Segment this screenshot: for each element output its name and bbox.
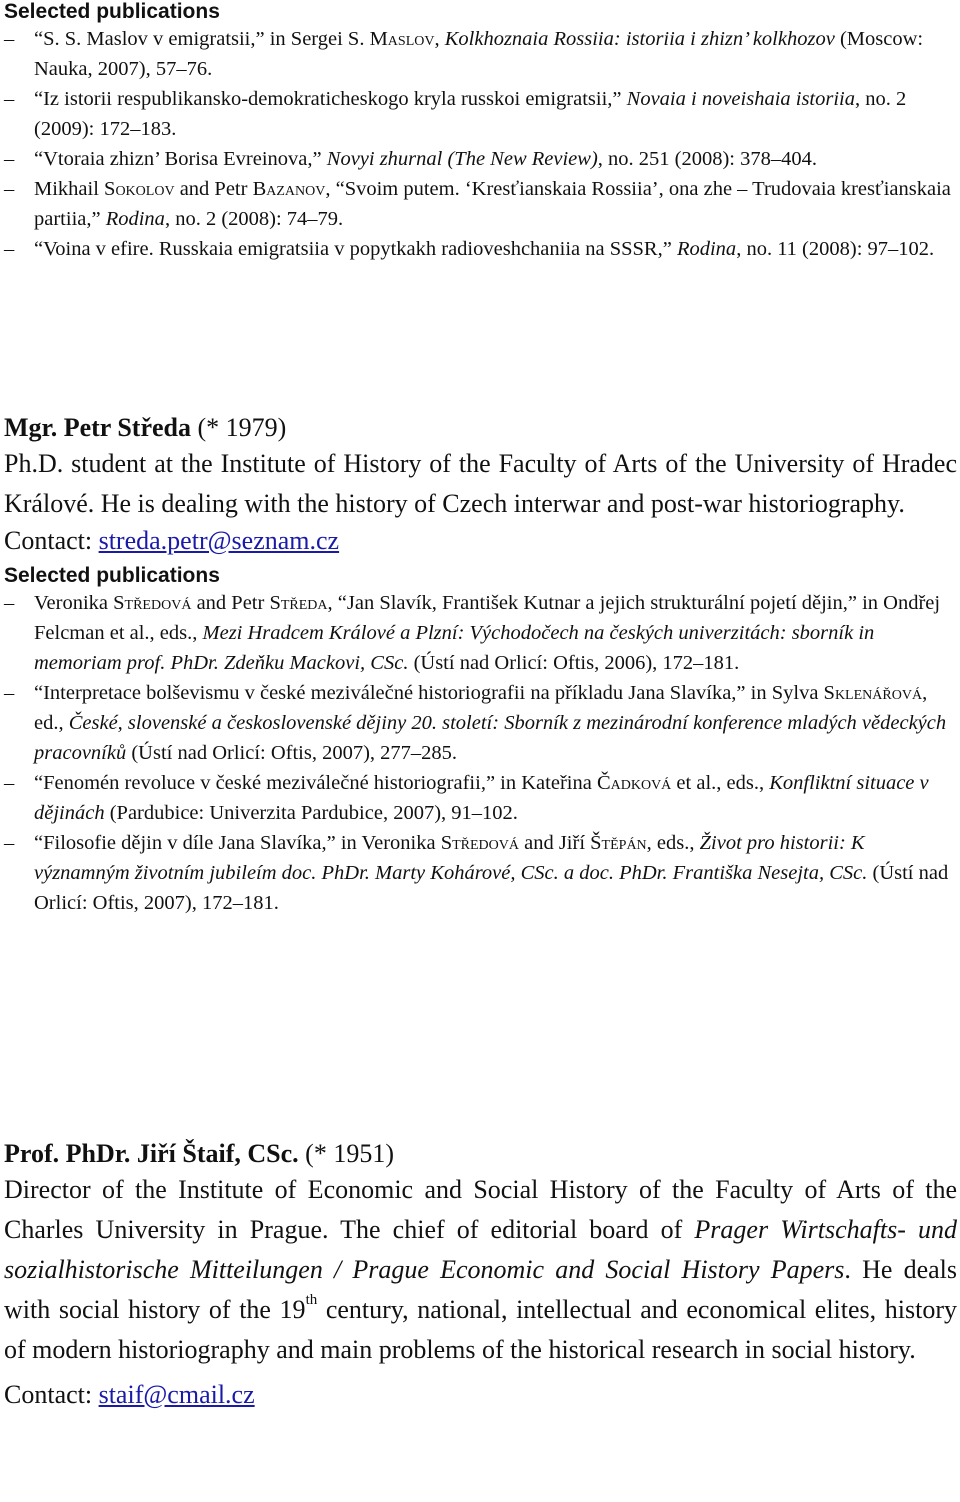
birth-year: (* 1951) bbox=[298, 1139, 394, 1168]
citation-text: “Filosofie dějin v díle Jana Slavíka,” in Veronika bbox=[34, 832, 441, 854]
person-bio bbox=[4, 1170, 957, 1370]
publication-item bbox=[4, 678, 957, 768]
author-surname: Sklenářová bbox=[823, 682, 923, 704]
citation-text: , no. 251 (2008): 378–404. bbox=[597, 148, 818, 170]
author-surname: Maslov bbox=[369, 28, 435, 50]
publication-item bbox=[4, 828, 957, 918]
citation-text: , bbox=[434, 28, 445, 50]
citation-text: and Petr bbox=[174, 178, 253, 200]
author-surname: Středa bbox=[269, 592, 328, 614]
citation-text: “Voina v efire. Russkaia emigratsiia v popytkakh radioveshchaniia na SSSR,” bbox=[34, 238, 677, 260]
publication-item bbox=[4, 768, 957, 828]
publication-list bbox=[4, 24, 957, 264]
list-dash: – bbox=[4, 682, 15, 704]
publication-title: Novyi zhurnal (The New Review) bbox=[326, 148, 598, 170]
list-dash: – bbox=[4, 238, 15, 260]
citation-text: , no. 2 (2009): 172–183. bbox=[34, 88, 907, 140]
publication-title: České, slovenské a československé dějiny 20. století: Sborník z mezinárodní konference mladých vědeckých pracovníků bbox=[34, 712, 947, 764]
publication-title: Mezi Hradcem Králové a Plzní: Východočech na českých univerzitách: sborník in memoriam prof. PhDr. Zdeňku Mackovi, CSc. bbox=[34, 622, 875, 674]
author-surname: Středová bbox=[113, 592, 192, 614]
publications-heading: Selected publications bbox=[4, 564, 220, 587]
person-heading bbox=[4, 1138, 957, 1170]
publication-item bbox=[4, 588, 957, 678]
list-dash: – bbox=[4, 772, 15, 794]
person-bio: Ph.D. student at the Institute of History of the Faculty of Arts of the University of Hradec Králové. He is dealing with the history of Czech interwar and post-war historiography. bbox=[4, 449, 957, 518]
citation-text: “Vtoraia zhizn’ Borisa Evreinova,” bbox=[34, 148, 327, 170]
publication-title: Konfliktní situace v dějinách bbox=[34, 772, 929, 824]
publication-title: Rodina bbox=[676, 238, 737, 260]
person-name: Prof. PhDr. Jiří Štaif, CSc. bbox=[4, 1139, 299, 1168]
citation-text: (Moscow: Nauka, 2007), 57–76. bbox=[34, 28, 924, 80]
citation-text: , no. 11 (2008): 97–102. bbox=[736, 238, 935, 260]
citation-text: , “Jan Slavík, František Kutnar a jejich strukturální pojetí dějin,” in Ondřej Felcman et al., eds., bbox=[34, 592, 941, 644]
citation-text: and Jiří bbox=[518, 832, 591, 854]
citation-text: et al., eds., bbox=[671, 772, 770, 794]
publication-list bbox=[4, 588, 957, 918]
publication-item bbox=[4, 144, 957, 174]
ordinal-suffix: th bbox=[305, 1292, 318, 1308]
citation-text: (Pardubice: Univerzita Pardubice, 2007), 91–102. bbox=[104, 802, 518, 824]
citation-text: Mikhail bbox=[34, 178, 105, 200]
contact-line bbox=[4, 524, 957, 558]
publication-title: Život pro historii: K významným životním jubileím doc. PhDr. Marty Kohárové, CSc. a doc. PhDr. Františka Nesejta, CSc. bbox=[34, 832, 868, 884]
bio-text: . He deals with social history of the 19 bbox=[4, 1255, 957, 1324]
author-surname: Bazanov bbox=[252, 178, 326, 200]
publication-title: Rodina bbox=[105, 208, 165, 230]
list-dash: – bbox=[4, 832, 15, 854]
author-surname: Štěpán bbox=[590, 832, 647, 854]
publication-title: Novaia i noveishaia istoriia bbox=[626, 88, 855, 110]
bio-text: century, national, intellectual and economical elites, history of modern historiography and main problems of the historical research in social history. bbox=[4, 1295, 957, 1364]
contact-label: Contact: bbox=[4, 1380, 99, 1409]
citation-text: (Ústí nad Orlicí: Oftis, 2007), 172–181. bbox=[34, 862, 949, 914]
contact-line bbox=[4, 1378, 957, 1412]
publication-item bbox=[4, 174, 957, 234]
citation-text: , eds., bbox=[646, 832, 700, 854]
publication-item bbox=[4, 234, 957, 264]
list-dash: – bbox=[4, 592, 15, 614]
list-dash: – bbox=[4, 88, 15, 110]
person-heading bbox=[4, 412, 957, 444]
person-entry-streda bbox=[4, 412, 957, 918]
citation-text: , no. 2 (2008): 74–79. bbox=[164, 208, 344, 230]
author-surname: Čadková bbox=[596, 772, 672, 794]
citation-text: “Fenomén revoluce v české meziválečné historiografii,” in Kateřina bbox=[34, 772, 597, 794]
list-dash: – bbox=[4, 148, 15, 170]
citation-text: “S. S. Maslov v emigratsii,” in Sergei S. bbox=[34, 28, 370, 50]
publications-heading: Selected publications bbox=[4, 0, 220, 23]
person-name: Mgr. Petr Středa bbox=[4, 413, 192, 442]
author-surname: Sokolov bbox=[104, 178, 175, 200]
publication-item bbox=[4, 24, 957, 84]
publication-title: Kolkhoznaia Rossiia: istoriia i zhizn’ kolkhozov bbox=[444, 28, 835, 50]
email-link[interactable]: staif@cmail.cz bbox=[98, 1380, 255, 1409]
author-surname: Středová bbox=[440, 832, 519, 854]
email-link[interactable]: streda.petr@seznam.cz bbox=[98, 526, 340, 555]
journal-title: Prager Wirtschafts- und sozialhistorische Mitteilungen / Prague Economic and Social History Papers bbox=[4, 1215, 957, 1284]
bio-text: Director of the Institute of Economic and Social History of the Faculty of Arts of the Charles University in Prague. The chief of editorial board of bbox=[4, 1175, 957, 1244]
list-dash: – bbox=[4, 28, 15, 50]
person-entry-staif bbox=[4, 1138, 957, 1412]
citation-text: (Ústí nad Orlicí: Oftis, 2006), 172–181. bbox=[408, 652, 740, 674]
publication-item bbox=[4, 84, 957, 144]
citation-text: , “Svoim putem. ‘Kresťianskaia Rossiia’, ona zhe – Trudovaia kresťianskaia partiia,” bbox=[34, 178, 951, 230]
citation-text: “Iz istorii respublikansko-demokraticheskogo kryla russkoi emigratsii,” bbox=[34, 88, 627, 110]
citation-text: Veronika bbox=[34, 592, 114, 614]
citation-text: “Interpretace bolševismu v české meziválečné historiografii na příkladu Jana Slavíka,” in Sylva bbox=[34, 682, 824, 704]
list-dash: – bbox=[4, 178, 15, 200]
citation-text: , ed., bbox=[34, 682, 928, 734]
birth-year: (* 1979) bbox=[191, 413, 287, 442]
first-publications-section bbox=[4, 0, 957, 264]
contact-label: Contact: bbox=[4, 526, 99, 555]
citation-text: (Ústí nad Orlicí: Oftis, 2007), 277–285. bbox=[126, 742, 458, 764]
citation-text: and Petr bbox=[191, 592, 270, 614]
